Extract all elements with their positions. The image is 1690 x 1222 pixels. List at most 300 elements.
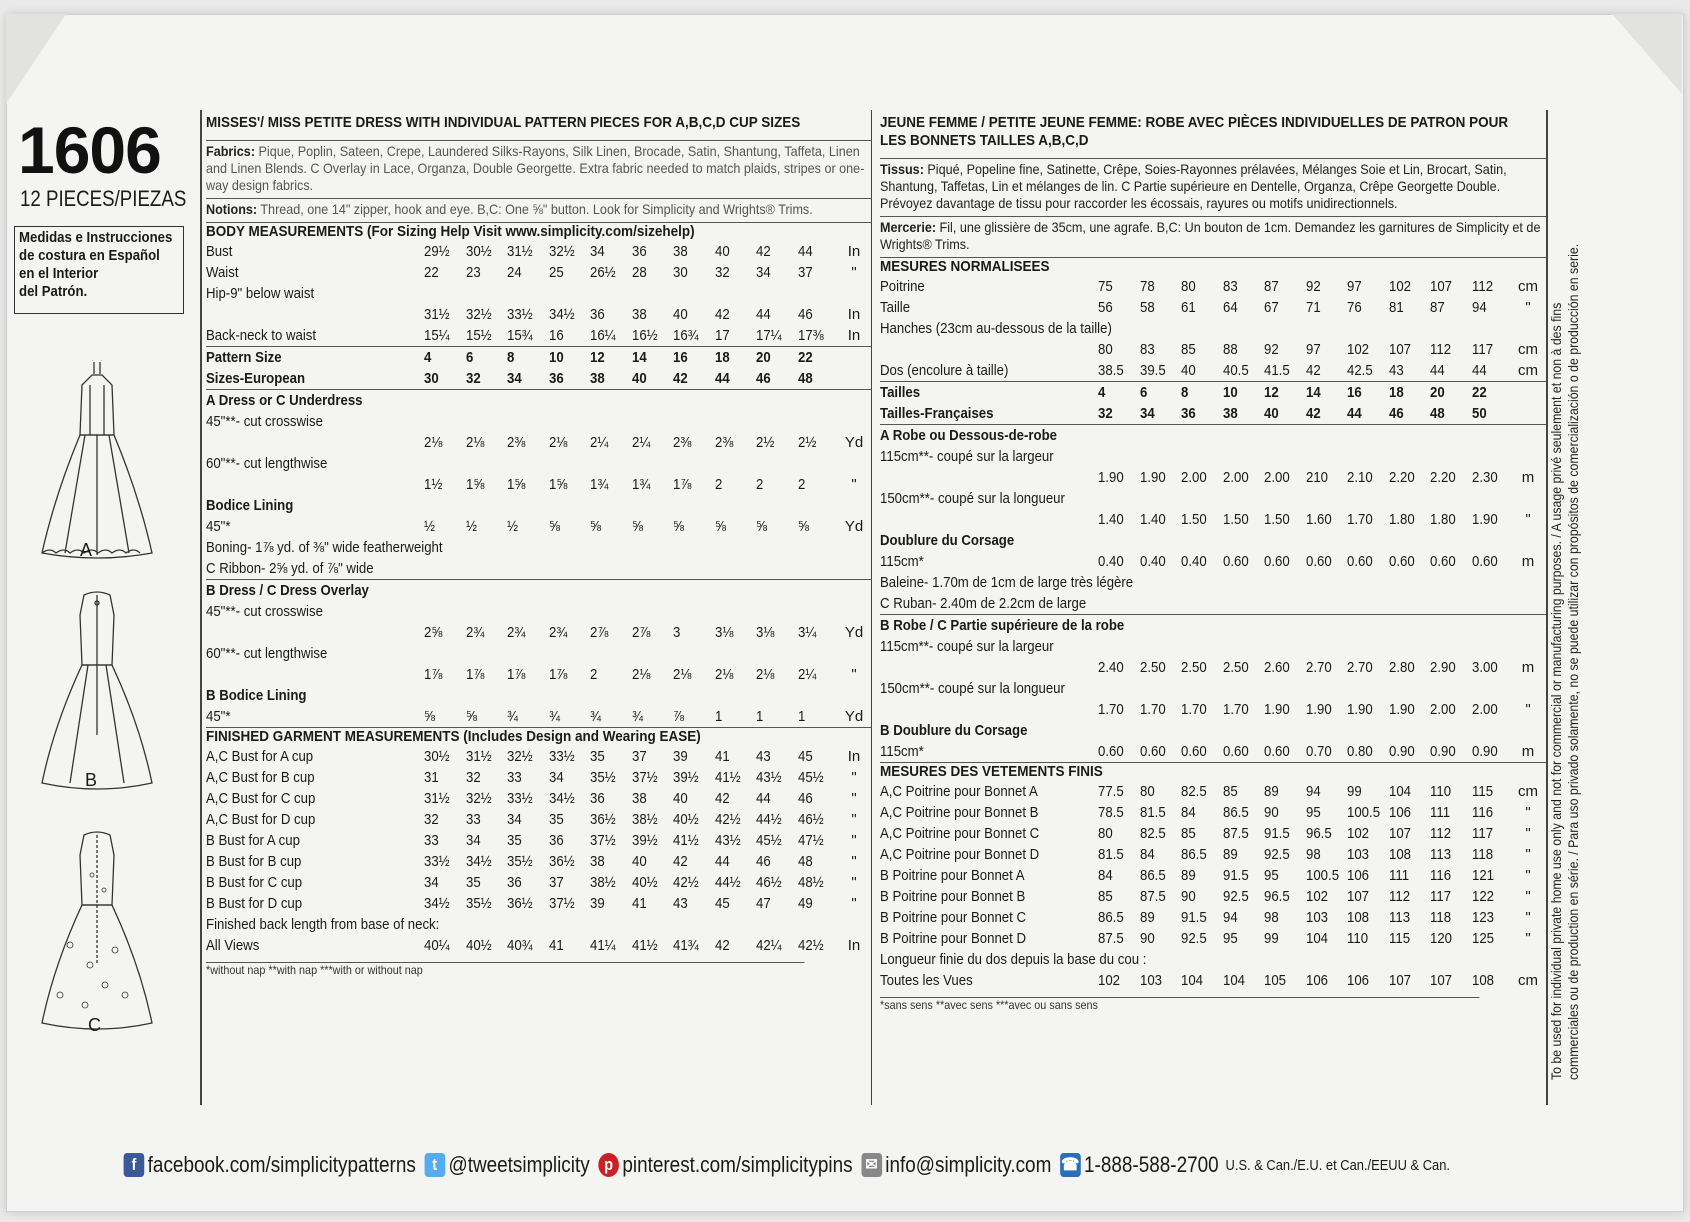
finished-header: FINISHED GARMENT MEASUREMENTS (Includes Design and Wearing EASE)	[206, 728, 701, 745]
row-value: 0.60	[1430, 553, 1456, 570]
row-label: C Ruban- 2.40m de 2.2cm de large	[880, 595, 1087, 612]
row-unit: "	[851, 853, 857, 870]
row-value: 107	[1388, 825, 1411, 842]
measurement-row	[880, 509, 1546, 530]
phone-number[interactable]: 1-888-588-2700	[1084, 1152, 1219, 1177]
tissus-list: Piqué, Popeline fine, Satinette, Crêpe, Soies-Rayonnes prélavées, Mélanges Soie et Lin, Brocart, Satin, Shantung, Taffetas, Lin et mélanges de lin. C Partie supérieure en Dentelle, Organza, Crêpe Georgette Double. Prévoyez davantage de tissu pour raccorder les écossais, rayures ou motifs unidirectionnels.	[880, 161, 1507, 211]
row-unit: "	[851, 476, 857, 493]
pinterest-link[interactable]: pinterest.com/simplicitypins	[622, 1152, 853, 1177]
row-value: 44	[756, 790, 771, 807]
row-value: 15½	[465, 327, 492, 344]
row-value: 84	[1181, 804, 1196, 821]
row-value: 90	[1139, 930, 1155, 947]
row-value: 1.50	[1222, 511, 1249, 528]
row-value: 32	[424, 811, 439, 828]
row-value: 34	[548, 769, 564, 786]
row-label: B Poitrine pour Bonnet C	[880, 909, 1027, 926]
row-value: 123	[1471, 909, 1494, 926]
row-unit: cm	[1518, 362, 1538, 379]
row-value: 2.00	[1181, 469, 1207, 486]
row-label: A,C Poitrine pour Bonnet D	[880, 846, 1040, 863]
row-label: B Bust for B cup	[206, 853, 302, 870]
row-value: 46	[797, 790, 813, 807]
row-value: 23	[465, 264, 481, 281]
row-label: Tailles-Françaises	[880, 405, 994, 422]
row-value: 2.30	[1471, 469, 1498, 486]
row-value: 0.40	[1139, 553, 1166, 570]
row-value: 87.5	[1139, 888, 1166, 905]
row-unit: m	[1521, 469, 1535, 486]
rows	[206, 347, 871, 389]
row-value: 38½	[590, 874, 616, 891]
row-value: 94	[1222, 909, 1238, 926]
row-label: B Bodice Lining	[206, 687, 307, 704]
row-value: 2	[797, 476, 805, 493]
measurement-row	[206, 241, 871, 262]
row-value: 34	[424, 874, 439, 891]
row-value: 48	[797, 853, 813, 870]
measurement-row	[206, 622, 871, 643]
row-value: 106	[1347, 867, 1370, 884]
row-value: 108	[1388, 846, 1411, 863]
row-label: 150cm**- coupé sur la longueur	[880, 490, 1065, 507]
row-value: 47½	[797, 832, 824, 849]
row-value: 0.60	[1471, 553, 1498, 570]
row-value: 46	[1388, 405, 1404, 422]
row-value: 210	[1305, 469, 1328, 486]
row-value: 37½	[631, 769, 658, 786]
row-unit: "	[1525, 867, 1531, 884]
row-value: 42	[714, 306, 730, 323]
row-value: 1.90	[1471, 511, 1498, 528]
row-value: 8	[507, 349, 515, 366]
row-value: 89	[1264, 783, 1279, 800]
row-value: 104	[1181, 972, 1204, 989]
measurement-row	[880, 467, 1546, 488]
row-value: 44	[756, 306, 771, 323]
row-unit: "	[1525, 511, 1531, 528]
row-value: 83	[1222, 278, 1238, 295]
row-value: 44	[714, 853, 730, 870]
row-value: 1.90	[1305, 701, 1332, 718]
row-value: 48½	[797, 874, 824, 891]
envelope-flap-left	[6, 14, 66, 104]
measurement-row	[206, 325, 871, 346]
row-value: 85	[1181, 341, 1196, 358]
row-value: 36	[548, 370, 564, 387]
row-value: 41	[548, 937, 564, 954]
row-label: Hanches (23cm au-dessous de la taille)	[880, 320, 1112, 337]
row-value: 36	[548, 832, 564, 849]
row-value: 44½	[714, 874, 741, 891]
row-unit: "	[1525, 846, 1531, 863]
row-value: 37	[797, 264, 813, 281]
row-value: 112	[1430, 825, 1452, 842]
row-value: 91.5	[1181, 909, 1207, 926]
row-label: Longueur finie du dos depuis la base du cou :	[880, 951, 1147, 968]
measurement-row	[880, 403, 1546, 424]
row-value: ⅝	[424, 708, 436, 725]
row-value: 38	[631, 306, 647, 323]
row-value: 88	[1222, 341, 1238, 358]
row-value: 34½	[548, 790, 575, 807]
row-value: 40	[631, 853, 647, 870]
measurement-row	[206, 474, 871, 495]
row-value: 2⅜	[507, 434, 526, 451]
row-value: 115	[1471, 783, 1493, 800]
row-value: 22	[424, 264, 439, 281]
row-unit: Yd	[844, 434, 864, 451]
row-value: 0.40	[1098, 553, 1124, 570]
row-value: 46	[756, 370, 771, 387]
row-label: Tailles	[880, 384, 921, 401]
row-value: 2⅞	[631, 624, 650, 641]
row-value: 99	[1264, 930, 1279, 947]
row-label: 60"**- cut lengthwise	[206, 645, 328, 662]
row-value: 106	[1305, 972, 1328, 989]
row-value: 116	[1430, 867, 1452, 884]
english-dress-b	[206, 579, 871, 727]
row-value: 37½	[590, 832, 616, 849]
row-value: 102	[1347, 825, 1370, 842]
row-value: 87.5	[1222, 825, 1249, 842]
row-value: 44½	[756, 811, 782, 828]
row-value: 50	[1471, 405, 1487, 422]
row-label: 45"**- cut crosswise	[206, 603, 323, 620]
twitter-link[interactable]: @tweetsimplicity	[448, 1152, 590, 1177]
row-label: 150cm**- coupé sur la longueur	[880, 680, 1065, 697]
row-value: 39	[673, 748, 688, 765]
measurement-row	[880, 865, 1546, 886]
row-label: Bust	[206, 243, 233, 260]
row-value: ¾	[548, 708, 560, 725]
row-value: 85	[1222, 783, 1238, 800]
row-value: 112	[1430, 341, 1452, 358]
row-label: Back-neck to waist	[206, 327, 317, 344]
row-value: 32	[1098, 405, 1113, 422]
row-value: 44	[1430, 362, 1445, 379]
row-label: C Ribbon- 2⅝ yd. of ⅞" wide	[206, 560, 374, 577]
body-measurements-header: BODY MEASUREMENTS (For Sizing Help Visit www.simplicity.com/sizehelp)	[206, 223, 695, 240]
row-value: 30½	[465, 243, 492, 260]
envelope-flap-right	[1612, 14, 1682, 94]
row-value: 0.60	[1347, 553, 1373, 570]
row-value: 34	[507, 811, 522, 828]
row-label: Poitrine	[880, 278, 925, 295]
row-value: 43	[673, 895, 688, 912]
measurement-row	[206, 706, 871, 727]
row-value: 14	[631, 349, 647, 366]
row-value: 20	[1430, 384, 1445, 401]
row-value: 89	[1181, 867, 1196, 884]
row-value: 30	[424, 370, 439, 387]
row-value: 92.5	[1222, 888, 1249, 905]
row-value: 42	[714, 790, 730, 807]
row-value: 42	[1305, 405, 1321, 422]
row-value: 16½	[631, 327, 658, 344]
row-value: ⅝	[673, 518, 685, 535]
row-unit: Yd	[844, 518, 864, 535]
row-value: 2⅜	[714, 434, 733, 451]
measurement-row	[880, 720, 1546, 741]
row-label: B Poitrine pour Bonnet B	[880, 888, 1026, 905]
row-value: 94	[1471, 299, 1487, 316]
row-value: 2	[756, 476, 764, 493]
row-value: 3⅛	[714, 624, 733, 641]
row-value: 1.70	[1098, 701, 1124, 718]
row-label: A,C Bust for C cup	[206, 790, 316, 807]
row-value: 24	[507, 264, 522, 281]
row-unit: "	[851, 832, 857, 849]
row-value: 2	[590, 666, 598, 683]
row-value: 31½	[507, 243, 533, 260]
row-value: 1¾	[590, 476, 609, 493]
row-value: 86.5	[1181, 846, 1207, 863]
row-value: 2.50	[1139, 659, 1166, 676]
row-value: 41½	[714, 769, 741, 786]
row-unit: cm	[1518, 341, 1538, 358]
row-label: Dos (encolure à taille)	[880, 362, 1009, 379]
row-value: 31½	[465, 748, 492, 765]
row-unit: "	[1525, 930, 1531, 947]
row-value: 107	[1388, 341, 1411, 358]
row-value: 35½	[465, 895, 492, 912]
row-value: 2.60	[1264, 659, 1290, 676]
row-value: 30½	[424, 748, 450, 765]
french-footnote: *sans sens **avec sens ***avec ou sans sens	[880, 997, 1479, 1012]
row-label: Hip-9" below waist	[206, 285, 315, 302]
english-sizes	[206, 346, 871, 389]
spanish-line: en el Interior	[19, 265, 99, 282]
row-value: 32½	[465, 790, 492, 807]
row-value: ⅝	[797, 518, 809, 535]
row-value: 116	[1471, 804, 1493, 821]
finished-header-fr: MESURES DES VETEMENTS FINIS	[880, 763, 1103, 780]
row-unit: "	[1525, 804, 1531, 821]
row-value: 34	[756, 264, 771, 281]
row-value: 102	[1347, 341, 1370, 358]
row-value: 6	[1139, 384, 1147, 401]
row-value: 2	[714, 476, 722, 493]
dress-view-a	[42, 360, 152, 558]
row-value: 86.5	[1098, 909, 1124, 926]
row-value: ½	[465, 518, 477, 535]
row-label: Pattern Size	[206, 349, 282, 366]
row-unit: "	[851, 895, 857, 912]
row-label: 45"*	[206, 708, 231, 725]
row-value: 43½	[756, 769, 782, 786]
french-title: JEUNE FEMME / PETITE JEUNE FEMME: ROBE AVEC PIÈCES INDIVIDUELLES DE PATRON POUR LES BONNETS TAILLES A,B,C,D	[880, 114, 1509, 149]
row-value: 84	[1098, 867, 1113, 884]
row-value: 104	[1222, 972, 1245, 989]
row-value: 1¾	[631, 476, 650, 493]
row-value: 87.5	[1098, 930, 1124, 947]
row-value: 16¾	[673, 327, 699, 344]
row-value: 36	[590, 790, 605, 807]
row-unit: cm	[1518, 278, 1538, 295]
english-dress-a	[206, 389, 871, 579]
row-value: 87	[1264, 278, 1279, 295]
row-value: 97	[1305, 341, 1321, 358]
row-value: 41¼	[590, 937, 616, 954]
row-unit: m	[1521, 659, 1535, 676]
mesures-header: MESURES NORMALISEES	[880, 258, 1050, 275]
row-value: 33	[424, 832, 439, 849]
row-value: 105	[1264, 972, 1287, 989]
row-value: 10	[548, 349, 564, 366]
measurement-row	[880, 823, 1546, 844]
measurement-row	[880, 446, 1546, 467]
row-value: 2⅛	[424, 434, 443, 451]
view-label-c: C	[88, 1015, 101, 1035]
measurement-row	[206, 809, 871, 830]
measurement-row	[206, 304, 871, 325]
measurement-row	[206, 767, 871, 788]
row-value: ¾	[590, 708, 602, 725]
row-value: 1⅞	[548, 666, 567, 683]
row-value: 81.5	[1098, 846, 1124, 863]
row-value: 39.5	[1139, 362, 1166, 379]
row-value: 10	[1222, 384, 1238, 401]
row-unit: "	[851, 666, 857, 683]
social-footer	[115, 1150, 1450, 1180]
english-fabrics	[206, 140, 871, 198]
row-value: ⅝	[756, 518, 768, 535]
row-value: 1.60	[1305, 511, 1332, 528]
row-value: 2⅛	[756, 666, 775, 683]
row-value: 98	[1305, 846, 1321, 863]
row-value: 18	[714, 349, 730, 366]
measurement-row	[880, 572, 1546, 593]
row-value: 41	[714, 748, 730, 765]
row-label: 115cm*	[880, 553, 924, 570]
row-value: 35	[465, 874, 481, 891]
row-value: 1⅞	[465, 666, 484, 683]
measurement-row	[206, 935, 871, 956]
row-value: ⅞	[673, 708, 685, 725]
row-value: ½	[507, 518, 519, 535]
row-value: 122	[1471, 888, 1494, 905]
row-value: 40	[673, 790, 688, 807]
row-value: 1.40	[1139, 511, 1166, 528]
email-icon: ✉	[861, 1153, 882, 1177]
row-unit: "	[1525, 909, 1531, 926]
row-value: 26½	[590, 264, 616, 281]
row-label: A,C Poitrine pour Bonnet B	[880, 804, 1039, 821]
measurement-row	[880, 678, 1546, 699]
row-value: ⅝	[548, 518, 560, 535]
fabrics-label: Fabrics:	[206, 143, 256, 159]
row-value: 84	[1139, 846, 1155, 863]
row-value: 90	[1264, 804, 1279, 821]
email-link[interactable]: info@simplicity.com	[885, 1152, 1052, 1177]
row-value: 81	[1388, 299, 1404, 316]
row-value: 110	[1347, 930, 1369, 947]
row-value: 28	[631, 264, 647, 281]
row-value: 38.5	[1098, 362, 1124, 379]
row-label: 115cm**- coupé sur la largeur	[880, 448, 1054, 465]
rows	[206, 390, 871, 579]
row-label: A,C Bust for D cup	[206, 811, 316, 828]
row-unit: "	[851, 769, 857, 786]
row-value: 2¼	[590, 434, 609, 451]
row-value: 117	[1471, 825, 1493, 842]
row-unit: In	[847, 243, 861, 260]
french-notions	[880, 216, 1546, 257]
row-value: 46	[756, 853, 771, 870]
row-value: 2¾	[465, 624, 484, 641]
row-value: 2.00	[1264, 469, 1290, 486]
mercerie-text	[880, 219, 1546, 253]
row-value: 58	[1139, 299, 1155, 316]
row-unit: cm	[1518, 972, 1538, 989]
row-value: 34½	[424, 895, 450, 912]
measurement-row	[880, 360, 1546, 381]
row-value: 39½	[673, 769, 699, 786]
row-value: 110	[1430, 783, 1452, 800]
measurement-row	[206, 262, 871, 283]
row-value: 2⅛	[673, 666, 692, 683]
row-value: 0.60	[1264, 743, 1290, 760]
measurement-row	[206, 851, 871, 872]
row-value: 111	[1388, 867, 1409, 884]
row-value: 2⅛	[714, 666, 733, 683]
row-value: 44	[1347, 405, 1362, 422]
row-value: 48	[1430, 405, 1445, 422]
row-value: 40	[1264, 405, 1279, 422]
row-value: 1.90	[1139, 469, 1166, 486]
facebook-link[interactable]: facebook.com/simplicitypatterns	[147, 1152, 416, 1177]
row-label: B Bust for A cup	[206, 832, 300, 849]
row-value: 35	[507, 832, 522, 849]
row-value: 34	[1139, 405, 1155, 422]
row-value: 41¾	[673, 937, 699, 954]
row-value: 1.80	[1430, 511, 1456, 528]
measurement-row	[880, 339, 1546, 360]
row-value: 38½	[631, 811, 658, 828]
row-value: 35	[590, 748, 605, 765]
row-value: 1.90	[1388, 701, 1415, 718]
row-label: B Poitrine pour Bonnet D	[880, 930, 1027, 947]
tissus-text	[880, 161, 1546, 212]
row-value: 34½	[465, 853, 492, 870]
row-label: B Doublure du Corsage	[880, 722, 1028, 739]
row-value: 2⅜	[673, 434, 692, 451]
measurement-row	[880, 928, 1546, 949]
row-label: B Bust for D cup	[206, 895, 303, 912]
row-value: 42.5	[1347, 362, 1373, 379]
rows	[880, 425, 1546, 614]
row-value: 102	[1305, 888, 1328, 905]
row-value: 3⅛	[756, 624, 775, 641]
row-value: 14	[1305, 384, 1321, 401]
english-finished	[206, 727, 871, 956]
row-value: 2½	[797, 434, 816, 451]
row-unit: "	[1525, 299, 1531, 316]
measurement-row	[880, 949, 1546, 970]
row-value: 2.10	[1347, 469, 1373, 486]
row-value: 40½	[465, 937, 492, 954]
row-value: 42	[673, 370, 688, 387]
row-label: 115cm*	[880, 743, 924, 760]
row-unit: In	[847, 306, 861, 323]
measurement-row	[206, 685, 871, 706]
row-value: 81.5	[1139, 804, 1166, 821]
row-unit: "	[1525, 825, 1531, 842]
row-value: 0.60	[1098, 743, 1124, 760]
row-label: Toutes les Vues	[880, 972, 973, 989]
row-value: 38	[1222, 405, 1238, 422]
